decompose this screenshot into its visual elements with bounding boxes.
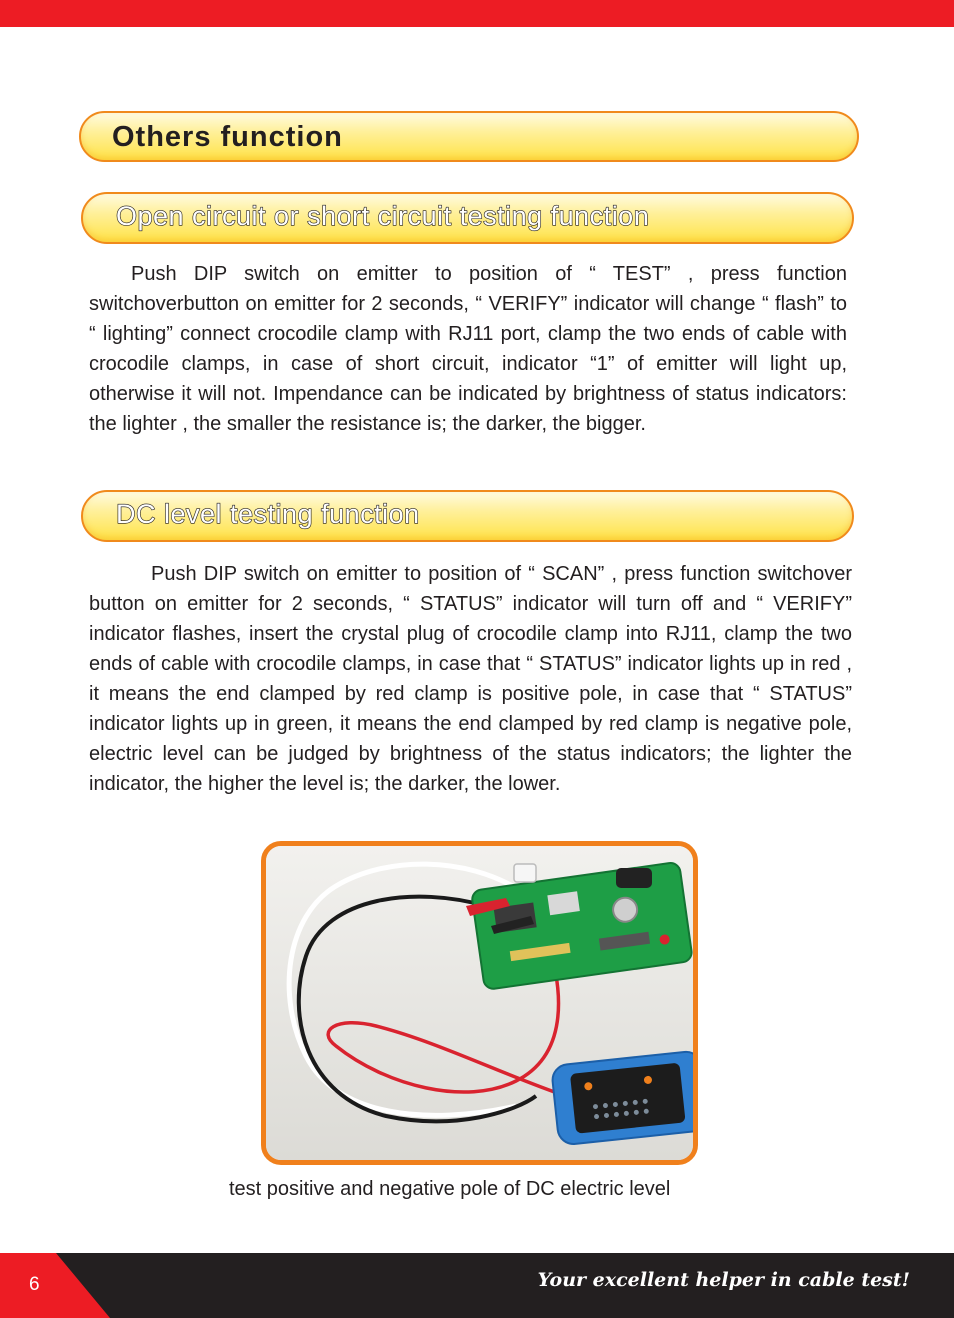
subsection-banner-dc-level (81, 490, 854, 542)
figure-caption: test positive and negative pole of DC electric level (229, 1178, 671, 1200)
product-photo (261, 841, 698, 1165)
paragraph-dc-level: Push DIP switch on emitter to position of “ SCAN” , press function switchover button on emitter for 2 seconds, “ STATUS” indicator will turn off and “ VERIFY” indicator flashes, insert the crystal plug of crocodile clamp into RJ11, clamp the two ends of cable with crocodile clamps, in case that “ STATUS” indicator lights up in red , it means the end clamped by red clamp is positive pole, in case that “ STATUS” indicator lights up in green, it means the end clamped by red clamp is negative pole, electric level can be judged by brightness of the status indicators; the lighter the indicator, the higher the level is; the darker, the lower. (89, 563, 852, 795)
top-red-bar (0, 0, 954, 27)
subsection-title-open-short: Open circuit or short circuit testing function (116, 201, 650, 231)
page-title: Others function (112, 121, 343, 153)
subsection-title-dc-level: DC level testing function (116, 499, 420, 529)
page-number: 6 (29, 1274, 40, 1295)
footer-tagline: Your excellent helper in cable test! (537, 1269, 910, 1291)
cable-tester-illustration (266, 846, 693, 1160)
section-heading-banner (79, 111, 859, 162)
paragraph-open-short: Push DIP switch on emitter to position of “ TEST” , press function switchoverbutton on emitter for 2 seconds, “ VERIFY” indicator will change “ flash” to “ lighting” connect crocodile clamp with RJ11 port, clamp the two ends of cable with crocodile clamps, in case of short circuit, indicator “1” of emitter will light up, otherwise it will not. Impendance can be indicated by brightness of status indicators: the lighter , the smaller the resistance is; the darker, the bigger. (89, 263, 847, 435)
subsection-banner-open-short (81, 192, 854, 244)
